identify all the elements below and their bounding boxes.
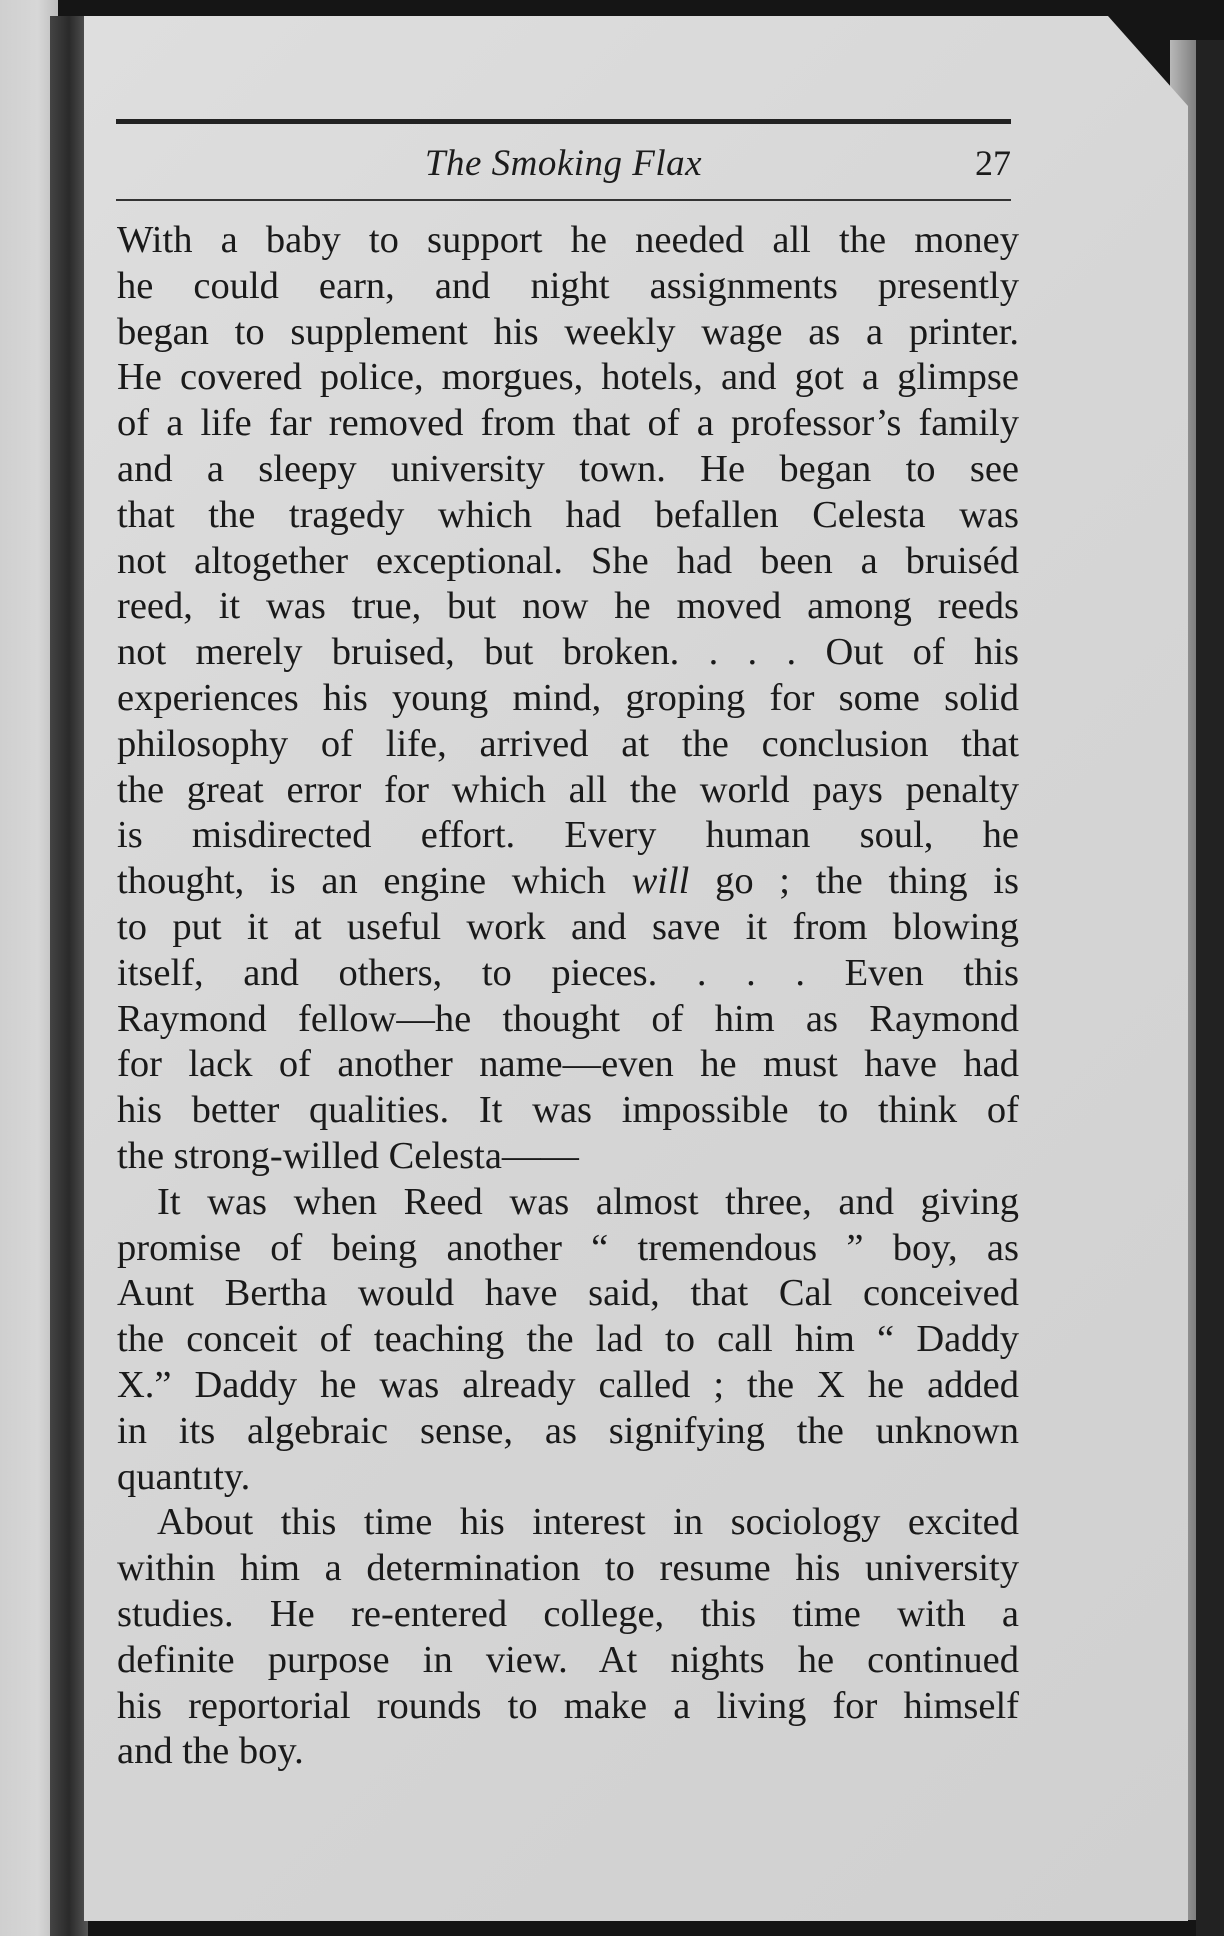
text-line: the strong-willed Celesta——: [117, 1134, 579, 1177]
text-line: itself, and others, to pieces. . . . Even this: [117, 951, 1019, 994]
text-line: the great error for which all the world pays penalty: [117, 768, 1019, 811]
page-number: 27: [975, 143, 1011, 183]
text-line: experiences his young mind, groping for some solid: [117, 676, 1019, 719]
text-line: quantıty.: [117, 1455, 251, 1498]
text-line: not altogether exceptional. She had been a bruiséd: [117, 539, 1019, 582]
paragraph: [117, 218, 1019, 1180]
text-line: for lack of another name—even he must have had: [117, 1043, 1019, 1086]
text-line: and a sleepy university town. He began to see: [117, 447, 1019, 490]
text-line: and the boy.: [117, 1730, 304, 1773]
text-line: the conceit of teaching the lad to call him “ Daddy: [117, 1318, 1019, 1361]
text-line: that the tragedy which had befallen Celesta was: [117, 493, 1019, 536]
book-spine: [50, 16, 88, 1936]
running-head: [116, 138, 1011, 188]
text-line: studies. He re-entered college, this time with a: [117, 1592, 1019, 1635]
text-line: definite purpose in view. At nights he continued: [117, 1638, 1019, 1681]
header-rule-top: [116, 119, 1011, 124]
running-title: The Smoking Flax: [424, 143, 703, 184]
header-rule-bottom: [116, 199, 1011, 201]
text-line: in its algebraic sense, as signifying the unknown: [117, 1409, 1019, 1452]
text-line: began to supplement his weekly wage as a printer.: [117, 310, 1019, 353]
body-text: [117, 218, 1019, 1775]
text-line: reed, it was true, but now he moved among reeds: [117, 585, 1019, 628]
text-line: philosophy of life, arrived at the conclusion that: [117, 722, 1019, 765]
text-line: within him a determination to resume his university: [117, 1547, 1019, 1590]
text-line: With a baby to support he needed all the money: [117, 219, 1019, 261]
text-line: X.” Daddy he was already called ; the X he added: [117, 1363, 1019, 1406]
text-line: It was when Reed was almost three, and giving: [157, 1180, 1019, 1223]
text-line: his better qualities. It was impossible to think of: [117, 1089, 1019, 1132]
paragraph: [117, 1500, 1019, 1775]
text-line: is misdirected effort. Every human soul, he: [117, 814, 1019, 857]
scan-border-right: [1196, 40, 1224, 1936]
paragraph: [117, 1180, 1019, 1501]
emphasis: will: [631, 860, 690, 903]
text-line: not merely bruised, but broken. . . . Out of his: [117, 631, 1019, 674]
text-line: Aunt Bertha would have said, that Cal conceived: [117, 1272, 1019, 1315]
text-line: his reportorial rounds to make a living for himself: [117, 1684, 1019, 1727]
text-line: to put it at useful work and save it from blowing: [117, 905, 1019, 948]
text-line: he could earn, and night assignments presently: [117, 264, 1019, 307]
text-line: About this time his interest in sociology excited: [157, 1501, 1019, 1544]
text-line: Raymond fellow—he thought of him as Raymond: [117, 997, 1019, 1040]
text-line: promise of being another “ tremendous ” boy, as: [117, 1226, 1019, 1269]
text-line: He covered police, morgues, hotels, and got a glimpse: [117, 356, 1019, 399]
text-line: thought, is an engine which will go ; the thing is: [117, 860, 1019, 903]
text-line: of a life far removed from that of a professor’s family: [117, 402, 1019, 445]
